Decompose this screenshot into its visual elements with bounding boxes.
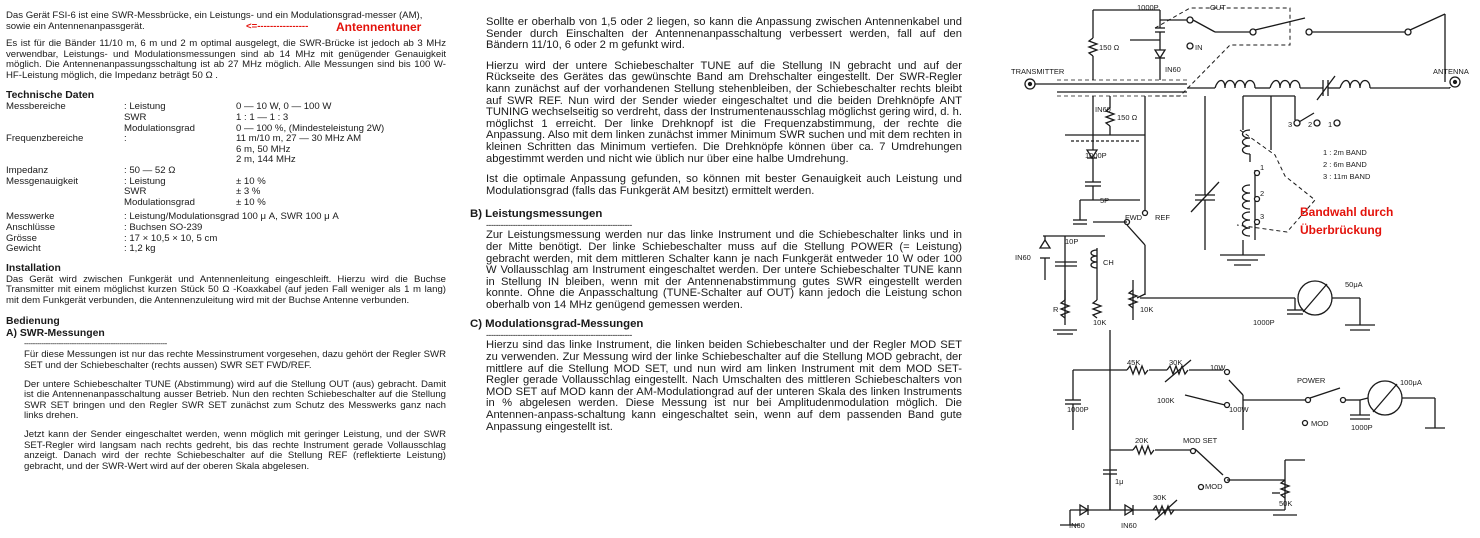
leistung-dash: ------------------------------------------------------------ xyxy=(486,221,632,230)
band-switch-chain xyxy=(1220,96,1340,265)
spec-cell: Modulationsgrad xyxy=(124,122,195,134)
label-cap-1u: 1μ xyxy=(1115,477,1124,486)
swr-para-1: Für diese Messungen ist nur das rechte Messinstrument vorgesehen, dazu gehört der Regler SWR SET und der Schiebeschalter (rechts aussen) SWR SET FWD/REF. xyxy=(24,349,446,372)
spec-cell: Gewicht xyxy=(6,243,41,255)
tune-switch xyxy=(1160,14,1445,82)
label-band-1: 1 : 2m BAND xyxy=(1323,148,1367,157)
spec-cell: : Leistung xyxy=(124,175,166,187)
spec-cell xyxy=(236,166,446,177)
label-10w: 10W xyxy=(1210,363,1226,372)
spec-cell xyxy=(6,187,124,198)
spec-cell: 0 — 100 %, (Mindesteleistung 2W) xyxy=(236,122,385,134)
spec-cell: Anschlüsse xyxy=(6,221,56,233)
spec-cell: ± 3 % xyxy=(236,186,261,198)
spec-cell: Messbereiche xyxy=(6,101,66,113)
spec-cell: Messwerke xyxy=(6,211,55,223)
label-in60-d: IN60 xyxy=(1069,521,1085,530)
transmitter-jack-pin xyxy=(1029,83,1032,86)
spec-cell: Grösse xyxy=(6,232,37,244)
label-mod-b: MOD xyxy=(1205,482,1223,491)
spec-cell: Messgenauigkeit xyxy=(6,175,78,187)
label-tap-1: 1 xyxy=(1260,163,1265,172)
spec-cell: SWR xyxy=(124,186,147,198)
label-r100k: 100K xyxy=(1157,396,1175,405)
spec-cell: : Leistung xyxy=(124,101,166,113)
label-pos-2: 2 xyxy=(1308,120,1313,129)
install-heading: Installation xyxy=(6,262,61,274)
spec-cell xyxy=(6,145,124,156)
spec-cell: 0 — 10 W, 0 — 100 W xyxy=(236,101,332,113)
label-r30k-b: 30K xyxy=(1153,493,1167,502)
label-r20k: 20K xyxy=(1135,436,1149,445)
swr-heading: A) SWR-Messungen xyxy=(6,328,105,340)
label-r: R xyxy=(1053,305,1059,314)
band-note-2: Überbrückung xyxy=(1300,223,1383,237)
spec-table xyxy=(6,102,446,208)
intro-text: Das Gerät FSI-6 ist eine SWR-Messbrücke, ein Leistungs- und ein Modulationsgrad-messer (AM), sowie ein Antennenanpassgerät. xyxy=(6,10,423,32)
label-r150-b: 150 Ω xyxy=(1117,113,1138,122)
label-in60-b: IN60 xyxy=(1095,105,1111,114)
label-r50k: 50K xyxy=(1279,499,1293,508)
label-c10p: 10P xyxy=(1065,237,1079,246)
label-transmitter: TRANSMITTER xyxy=(1011,67,1065,76)
leistung-heading: B) Leistungsmessungen xyxy=(470,208,603,221)
label-antenna: ANTENNA xyxy=(1433,67,1469,76)
annotation-antennentuner: Antennentuner xyxy=(336,19,422,34)
swr-para-3: Jetzt kann der Sender eingeschaltet werden, wenn möglich mit geringer Leistung, und der SWR SET-Regler wird langsam nach rechts gedreht, bis das rechte Instrument gerade Vollausschlag anzeigt. Danach wird der rechte Schiebeschalter auf die Stellung REF (reflektierte Leistung) gebracht, und der SWR-Wert wird auf der oberen Skala abgelesen. xyxy=(24,429,446,472)
spec-cell xyxy=(6,113,124,124)
tuner-coils xyxy=(1187,76,1450,100)
label-fwd: FWD xyxy=(1125,213,1143,222)
label-c1000p-c: 1000P xyxy=(1067,405,1089,414)
install-text: Das Gerät wird zwischen Funkgerät und Antennenleitung eingeschleift. Hierzu wird die Buchse Transmitter mit einem möglichst kurzen Stück 50 Ω -Koaxkabel (auf jeden Fall weniger als 1 m lang) mit dem Funkgerät verbunden, die Antennenzuleitung wird mit der Buchse Antenne verbunden. xyxy=(6,273,446,306)
label-out: OUT xyxy=(1210,3,1226,12)
label-band-3: 3 : 11m BAND xyxy=(1323,172,1371,181)
label-in60-c: IN60 xyxy=(1015,253,1031,262)
label-band-2: 2 : 6m BAND xyxy=(1323,160,1367,169)
spec-cell xyxy=(124,145,236,156)
tech-heading: Technische Daten xyxy=(6,90,95,102)
label-ref: REF xyxy=(1155,213,1170,222)
label-c5p: 5P xyxy=(1100,196,1110,205)
spec-cell: Impedanz xyxy=(6,164,49,176)
tuning-capacitor xyxy=(1191,96,1219,250)
spec-cell: Modulationsgrad xyxy=(124,196,195,208)
spec-cell: 6 m, 50 MHz xyxy=(236,143,291,155)
label-pos-3: 3 xyxy=(1288,120,1293,129)
annotation-arrow: <=---------------- xyxy=(246,21,309,32)
swr-dash: ------------------------------------------------------------------ xyxy=(24,340,167,349)
spec-cell: Frequenzbereiche xyxy=(6,133,84,145)
label-in: IN xyxy=(1195,43,1203,52)
intro-header xyxy=(6,11,446,33)
mid-para-3: Ist die optimale Anpassung gefunden, so können mit bester Genauigkeit auch Leistung und Modulationsgrad (falls das Funkgerät AM besitzt) ermittelt werden. xyxy=(486,173,962,197)
label-tap-3: 3 xyxy=(1260,212,1265,221)
label-mod-set: MOD SET xyxy=(1183,436,1218,445)
spec-table-b xyxy=(6,212,446,254)
spec-cell: ± 10 % xyxy=(236,175,266,187)
spec-cell: : xyxy=(124,133,127,145)
spec-cell: ± 10 % xyxy=(236,196,266,208)
mid-para-1: Sollte er oberhalb von 1,5 oder 2 liegen, so kann die Anpassung zwischen Antennenkabel und Sender durch Einschalten der Antennenanpasschaltung verbessert werden, fall auf den Bändern 11/10, 6 oder 2 m gefunkt wird. xyxy=(486,16,962,52)
label-meter-100ua: 100μA xyxy=(1400,378,1422,387)
label-in60-e: IN60 xyxy=(1121,521,1137,530)
label-r45k: 45K xyxy=(1127,358,1141,367)
label-c1000p-top: 1000P xyxy=(1137,3,1159,12)
spec-cell: 2 m, 144 MHz xyxy=(236,154,296,166)
leistung-text: Zur Leistungsmessung werden nur das linke Instrument und die Schiebeschalter links und in der Mitte benötigt. Der linke Schiebeschalter muss auf die Stellung POWER (= Leistung) gebracht werden, mit dem mittleren Schalter kann je nach Funkgerät entweder 10 W oder 100 W Vollausschlag am Instrument eingeschaltet werden. Der untere Schiebeschalter TUNE kann in Stellung IN bleiben, wenn mit der Antennenabstimmung gutes SWR eingestellt werden konnte. Ohne die Anpasschaltung (TUNE-Schalter auf OUT) kann jedoch die Leistung schon oberhalb von 14 MHz genügend gemessen werden. xyxy=(486,229,962,311)
label-pos-1: 1 xyxy=(1328,120,1333,129)
modulation-text: Hierzu sind das linke Instrument, die linken beiden Schiebeschalter und der Regler MOD SET zu verwenden. Zur Messung wird der linke Schiebeschalter auf die Stellung MOD gebracht, der mittlere auf die Stellung MOD SET, und nun wird am linken Instrument mit dem MOD SET-Regler gerade Vollausschlag eingestellt. Nach Umschalten des mittleren Schiebeschalters von MOD SET auf MOD kann der AM-Modulationgrad auf der unteren Skala des linken Instruments in % abgelesen werden. Diese Messung ist nur bei Amplitudenmodulation möglich. Die Antennen-anpass-schaltung kann eingeschaltet sein, wenn auf dem passenden Band gute Anpassung eingestellt ist. xyxy=(486,339,962,433)
label-in60-a: IN60 xyxy=(1165,65,1181,74)
spec-cell: : Leistung/Modulationsgrad 100 μ A, SWR 100 μ A xyxy=(124,211,339,223)
spec-cell: SWR xyxy=(124,111,147,123)
label-ch: CH xyxy=(1103,258,1114,267)
spec-cell: : 50 — 52 Ω xyxy=(124,164,176,176)
modulation-dash: ------------------------------------------------------------ xyxy=(486,331,632,340)
swr-meter-section xyxy=(1129,280,1375,330)
spec-cell: 11 m/10 m, 27 — 30 MHz AM xyxy=(236,133,362,145)
coax-line xyxy=(1035,80,1187,96)
label-power: POWER xyxy=(1297,376,1326,385)
modulation-heading: C) Modulationsgrad-Messungen xyxy=(470,318,644,331)
left-column xyxy=(6,0,446,472)
mid-para-2: Hierzu wird der untere Schiebeschalter TUNE auf die Stellung IN gebracht und auf der Rückseite des Gerätes das gewünschte Band am Drehschalter eingestellt. Der SWR-Regler kann zunächst auf der vorhandenen Stellung stehenbleiben, der Schiebeschalter rechts bleibt auf SWR REF. Nun wird der Sender wieder eingeschaltet und die beiden Drehknöpfe ANT TUNING wechselseitig so verdreht, dass der Instrumentenausschlag möglichst gering wird, d. h. möglichst 1 erreicht. Der linke Drehknopf ist die Frequenzabstimmung, der rechte die Anpassung. Also mit dem linken zunächst immer Minimum SWR suchen und mit dem rechten in kleinen Schritten das Minimum vertiefen. Die Drehknöpfe können über ca. 7 Umdrehungen abgestimmt werden und nicht wie üblich nur über eine halbe Umdrehung. xyxy=(486,59,962,165)
label-c1000p-mid: 1000P xyxy=(1085,151,1107,160)
label-mod-a: MOD xyxy=(1311,419,1329,428)
label-meter-50ua: 50μA xyxy=(1345,280,1363,289)
swr-para-2: Der untere Schiebeschalter TUNE (Abstimmung) wird auf die Stellung OUT (aus) gebracht. Damit ist die Antennenanpasschaltung ausser Betrieb. Nun den rechten Schiebeschalter auf die Stellung SWR SET bringen und den Regler SWR SET zunächst zum Schutz des Messwerks ganz nach links drehen. xyxy=(24,378,446,422)
label-c1000p-d: 1000P xyxy=(1351,423,1373,432)
label-r10k-a: 10K xyxy=(1093,318,1107,327)
spec-cell: 1 : 1 — 1 : 3 xyxy=(236,111,289,123)
intro-paragraph: Es ist für die Bänder 11/10 m, 6 m und 2 m optimal ausgelegt, die SWR-Brücke ist jedoch ab 3 MHz verwendbar, Leistungs- und Modulationsmessungen sind ab 14 MHz mit genügender Genauigkeit möglich. Die Antennenanpassungsschaltung ist ab 27 MHz möglich. Alle Messungen sind bis 100 W-HF-Leistung möglich, die Impedanz beträgt 50 Ω . xyxy=(6,38,446,81)
mod-set-section xyxy=(1110,446,1305,515)
label-r10k-b: 10K xyxy=(1140,305,1154,314)
label-c1000p-b: 1000P xyxy=(1253,318,1275,327)
spec-cell: : Buchsen SO-239 xyxy=(124,221,203,233)
antenna-jack-pin xyxy=(1454,81,1457,84)
spec-cell xyxy=(6,198,124,209)
label-tap-2: 2 xyxy=(1260,189,1265,198)
label-r150-a: 150 Ω xyxy=(1099,43,1120,52)
spec-cell: : 17 × 10,5 × 10, 5 cm xyxy=(124,232,218,244)
spec-cell: : 1,2 kg xyxy=(124,243,156,255)
bedienung-heading: Bedienung xyxy=(6,316,60,328)
circuit-schematic xyxy=(1005,0,1480,538)
band-note-1: Bandwahl durch xyxy=(1300,205,1394,219)
label-100w: 100W xyxy=(1229,405,1249,414)
bottom-diodes xyxy=(1060,470,1285,525)
middle-column xyxy=(470,0,962,433)
label-r30k-a: 30K xyxy=(1169,358,1183,367)
